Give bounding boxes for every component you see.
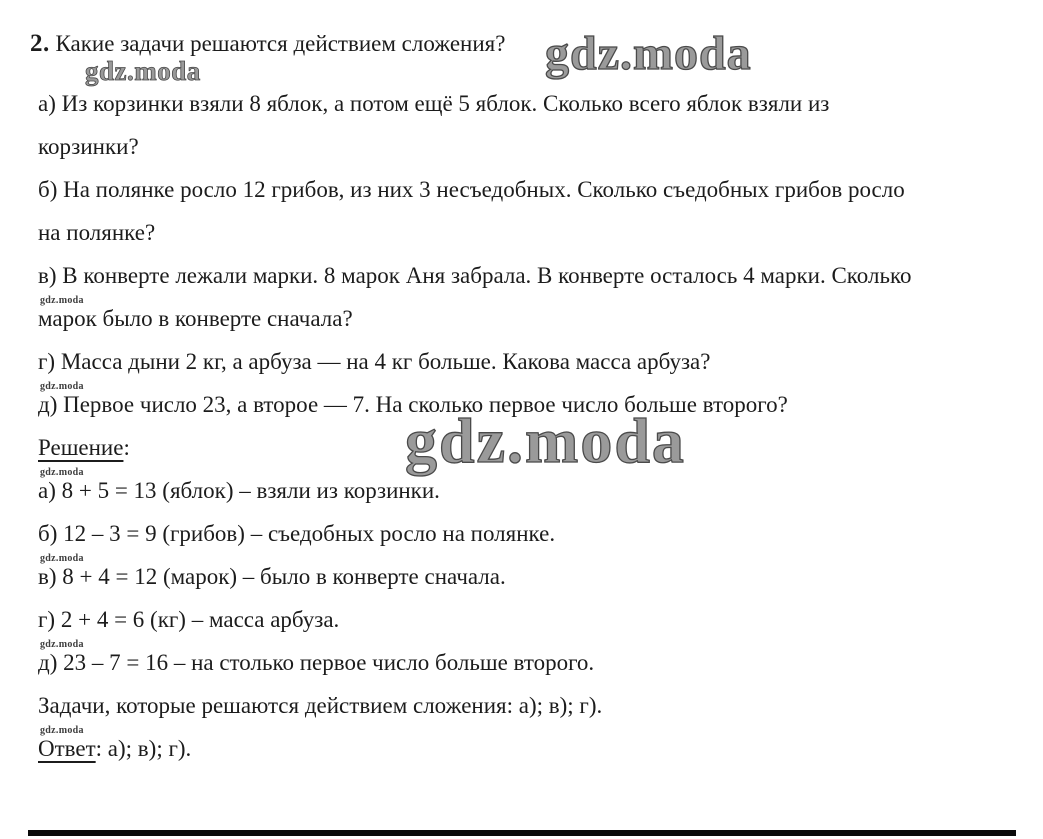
text-line — [38, 512, 1015, 555]
text-line — [38, 641, 1015, 684]
tiny-watermark: gdz.moda — [40, 467, 84, 478]
watermark-top: gdz.moda — [545, 27, 752, 80]
line-text: : а); в); г). — [95, 736, 192, 761]
watermark-center: gdz.moda — [405, 405, 686, 476]
text-line — [38, 684, 1015, 727]
bottom-scan-line — [28, 830, 1016, 836]
text-line — [38, 598, 1015, 641]
text-line — [38, 125, 1015, 168]
problem-question: Какие задачи решаются действием сложения? — [49, 31, 506, 56]
line-text: а) Из корзинки взяли 8 яблок, а потом ещё 5 яблок. Сколько всего яблок взяли из — [38, 91, 830, 116]
text-line — [38, 168, 1015, 211]
line-text: б) На полянке росло 12 грибов, из них 3 несъедобных. Сколько съедобных грибов росло — [38, 177, 905, 202]
tiny-watermark: gdz.moda — [40, 553, 84, 564]
text-line — [38, 469, 1015, 512]
line-text: в) 8 + 4 = 12 (марок) – было в конверте сначала. — [38, 564, 506, 589]
problem-number: 2. — [30, 30, 50, 57]
line-text: на полянке? — [38, 220, 156, 245]
problem-title — [30, 22, 1015, 65]
text-line — [38, 727, 1015, 770]
underlined-label: Ответ — [38, 736, 96, 761]
text-line — [38, 383, 1015, 426]
line-text: д) 23 – 7 = 16 – на столько первое число больше второго. — [38, 650, 595, 675]
line-text: д) Первое число 23, а второе — 7. На сколько первое число больше второго? — [38, 392, 788, 417]
watermark-under-title: gdz.moda — [85, 56, 201, 86]
tiny-watermark: gdz.moda — [40, 381, 84, 392]
line-text: в) В конверте лежали марки. 8 марок Аня забрала. В конверте осталось 4 марки. Сколько — [38, 263, 912, 288]
line-text: : — [123, 435, 130, 460]
line-text: марок было в конверте сначала? — [38, 306, 353, 331]
text-line — [38, 340, 1015, 383]
line-text: г) Масса дыни 2 кг, а арбуза — на 4 кг больше. Какова масса арбуза? — [38, 349, 711, 374]
document-body — [30, 22, 1015, 770]
text-line — [38, 82, 1015, 125]
underlined-label: Решение — [38, 435, 124, 460]
line-text: а) 8 + 5 = 13 (яблок) – взяли из корзинки. — [38, 478, 440, 503]
text-line — [38, 297, 1015, 340]
text-line — [38, 555, 1015, 598]
line-text: г) 2 + 4 = 6 (кг) – масса арбуза. — [38, 607, 340, 632]
text-line — [38, 211, 1015, 254]
tiny-watermark: gdz.moda — [40, 295, 84, 306]
line-text: б) 12 – 3 = 9 (грибов) – съедобных росло на полянке. — [38, 521, 556, 546]
tiny-watermark: gdz.moda — [40, 639, 84, 650]
text-line — [38, 254, 1015, 297]
tiny-watermark: gdz.moda — [40, 725, 84, 736]
text-lines — [38, 82, 1015, 770]
text-line — [38, 426, 1015, 469]
line-text: Задачи, которые решаются действием сложения: а); в); г). — [38, 693, 603, 718]
line-text: корзинки? — [38, 134, 139, 159]
